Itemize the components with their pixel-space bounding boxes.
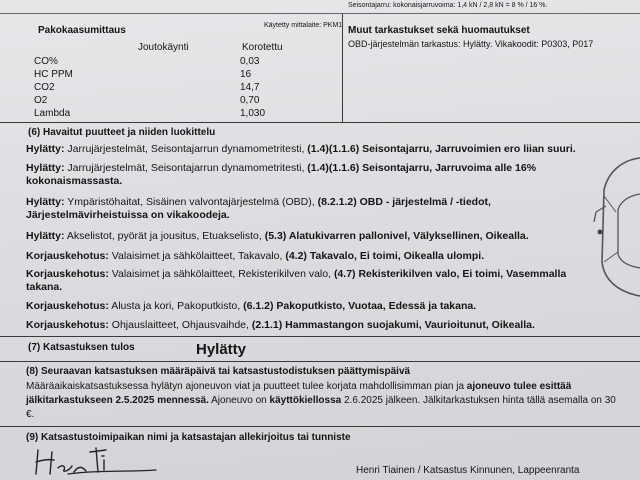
column-divider [342, 14, 343, 122]
emissions-title: Pakokaasumittaus [38, 25, 126, 36]
defect-description: Alusta ja kori, Pakoputkisto, [108, 300, 244, 312]
defect-status: Hylätty: [26, 230, 65, 242]
col-idle-header: Joutokäynti [138, 42, 189, 53]
defect-item [26, 162, 536, 174]
defect-code: (4.2) [285, 250, 307, 262]
measuring-device: Käytetty mittalaite: PKM1 [264, 22, 343, 29]
defect-code: (6.1.2) [243, 300, 274, 312]
defect-finding: Takavalo, Ei toimi, Oikealla ulompi. [306, 250, 485, 262]
defect-description: Jarrujärjestelmät, Seisontajarrun dynamometritesti, [64, 143, 308, 155]
defect-code: (1.4)(1.1.6) [307, 162, 360, 174]
defect-code: (5.3) [264, 230, 287, 242]
defect-status: Korjauskehotus: [26, 300, 109, 312]
emission-label: CO2 [34, 82, 55, 93]
defect-code: (8.2.1.2) [317, 196, 357, 208]
inspection-result: Hylätty [196, 341, 247, 358]
defect-finding: Seisontajarru, Jarruvoima alle 16% [359, 162, 537, 174]
defect-description: Ohjauslaitteet, Ohjausvaihde, [108, 319, 252, 331]
divider [0, 336, 640, 337]
reinspection-date: jälkitarkastukseen 2.5.2025 mennessä. [26, 395, 209, 406]
defect-code: (1.4)(1.1.6) [307, 143, 360, 155]
result-heading: (7) Katsastuksen tulos [28, 342, 135, 353]
defect-finding: Hammastangon suojakumi, Vaurioitunut, Oikealla. [282, 319, 535, 331]
divider [0, 361, 640, 362]
defect-description: Valaisimet ja sähkölaitteet, Takavalo, [108, 250, 286, 262]
defect-status: Korjauskehotus: [26, 250, 109, 262]
station-heading: (9) Katsastustoimipaikan nimi ja katsastajan allekirjoitus tai tunniste [26, 432, 351, 443]
defect-item [26, 143, 576, 155]
defect-description: Valaisimet ja sähkölaitteet, Rekisterikilven valo, [108, 268, 334, 280]
defect-code: (4.7) [333, 268, 356, 280]
defect-finding: OBD - järjestelmä / -tiedot, [356, 196, 491, 208]
defect-finding: Pakoputkisto, Vuotaa, Edessä ja takana. [273, 300, 477, 312]
emission-value: 16 [240, 69, 252, 80]
emission-label: O2 [34, 95, 48, 106]
emission-value: 14,7 [240, 82, 260, 93]
emission-label: HC PPM [34, 69, 73, 80]
emission-label: CO% [34, 56, 58, 67]
next-inspection-heading: (8) Seuraavan katsastuksen määräpäivä tai katsastustodistuksen päättymispäivä [26, 366, 411, 377]
obd-check-text: OBD-järjestelmän tarkastus: Hylätty. Vikakoodit: P0303, P017 [348, 39, 594, 49]
defect-item [26, 230, 529, 242]
emission-value: 0,03 [240, 56, 260, 67]
vehicle-diagram-icon [592, 150, 640, 300]
inspector-signature-icon [28, 444, 160, 478]
defect-finding: Alatukivarren pallonivel, Välyksellinen, Oikealla. [286, 230, 529, 242]
defect-status: Korjauskehotus: [26, 268, 109, 280]
defect-item [26, 268, 566, 280]
divider [0, 13, 640, 14]
reinspection-deadline [26, 395, 616, 406]
defect-description: Ympäristöhaitat, Sisäinen valvontajärjestelmä (OBD), [64, 196, 318, 208]
defect-code: (2.1.1) [251, 319, 283, 331]
emission-value: 0,70 [240, 95, 260, 106]
defect-continuation: kokonaismassasta. [26, 175, 123, 187]
defect-finding: Seisontajarru, Jarruvoimien ero liian suuri. [359, 143, 576, 155]
divider [0, 426, 640, 427]
defect-description: Akselistot, pyörät ja jousitus, Etuakselisto, [64, 230, 265, 242]
currency-symbol: €. [26, 409, 35, 420]
reinspection-text-part: Ajoneuvo on [208, 395, 270, 406]
other-checks-title: Muut tarkastukset sekä huomautukset [348, 25, 530, 36]
defect-continuation: takana. [26, 281, 63, 293]
defect-status: Korjauskehotus: [26, 319, 109, 331]
reinspection-text-part: 2.6.2025 jälkeen. Jälkitarkastuksen hinta tällä asemalla on 30 [341, 395, 616, 406]
defects-heading: (6) Havaitut puutteet ja niiden luokittelu [28, 127, 216, 138]
divider [0, 122, 640, 123]
col-raised-header: Korotettu [242, 42, 283, 53]
parking-brake-summary: Seisontajarru: kokonaisjarruvoima: 1,4 kN / 2,8 kN = 8 % / 16 %. [348, 2, 548, 9]
defect-item [26, 250, 484, 262]
usage-ban: käyttökiellossa [269, 395, 342, 406]
defect-item [26, 319, 535, 331]
emission-label: Lambda [34, 108, 71, 119]
reinspection-text-part: Määräaikaiskatsastuksessa hylätyn ajoneuvon viat ja puutteet tulee korjata mahdollisimman pian ja [26, 381, 467, 392]
defect-status: Hylätty: [26, 196, 65, 208]
defect-status: Hylätty: [26, 162, 65, 174]
emission-value: 1,030 [240, 108, 266, 119]
defect-continuation: Järjestelmävirheistuissa on vikakoodeja. [26, 209, 230, 221]
defect-description: Jarrujärjestelmät, Seisontajarrun dynamometritesti, [64, 162, 308, 174]
defect-item [26, 196, 491, 208]
defect-status: Hylätty: [26, 143, 65, 155]
defect-finding: Rekisterikilven valo, Ei toimi, Vasemmalla [355, 268, 567, 280]
defect-item [26, 300, 476, 312]
reinspection-emphasis: ajoneuvo tulee esittää [466, 381, 572, 392]
reinspection-text [26, 381, 571, 392]
inspector-name: Henri Tiainen / Katsastus Kinnunen, Lappeenranta [356, 465, 580, 476]
